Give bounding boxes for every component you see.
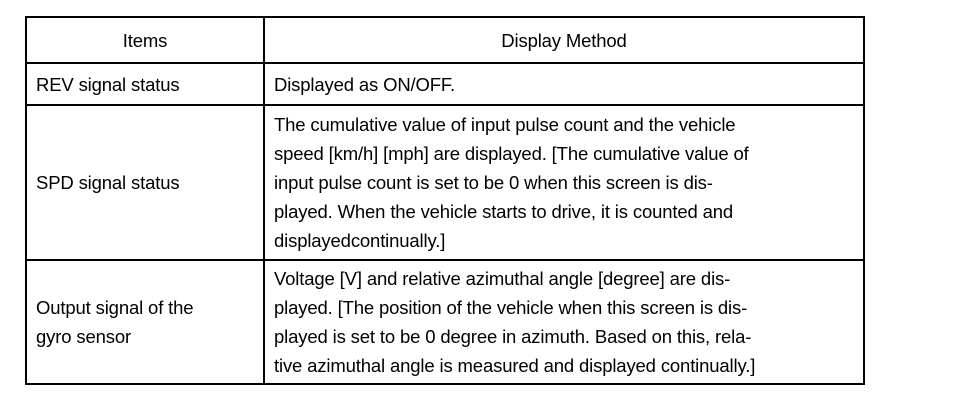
item-cell (26, 105, 264, 260)
item-text: gyro sensor (36, 326, 132, 347)
item-text: REV signal status (36, 73, 180, 95)
method-text: played. [The position of the vehicle when this screen is dis- (274, 297, 748, 318)
table-header-row (26, 17, 864, 63)
method-text: input pulse count is set to be 0 when this screen is dis- (274, 172, 713, 193)
method-text: played. When the vehicle starts to drive, it is counted and (274, 201, 734, 222)
item-cell (26, 260, 264, 384)
method-text: Voltage [V] and relative azimuthal angle [degree] are dis- (274, 268, 731, 289)
method-cell (264, 105, 864, 260)
method-text: displayedcontinually.] (274, 230, 446, 251)
method-text: The cumulative value of input pulse count and the vehicle (274, 114, 736, 135)
method-text: played is set to be 0 degree in azimuth. Based on this, rela- (274, 326, 752, 347)
item-cell (26, 63, 264, 105)
table-row (26, 63, 864, 105)
table-row (26, 105, 864, 260)
method-cell (264, 63, 864, 105)
method-text: tive azimuthal angle is measured and displayed continually.] (274, 355, 756, 376)
header-items: Items (26, 17, 264, 63)
header-display-method: Display Method (264, 17, 864, 63)
item-text: Output signal of the (36, 297, 194, 318)
item-text: SPD signal status (36, 172, 180, 193)
method-text: Displayed as ON/OFF. (274, 73, 456, 95)
display-method-table (25, 16, 865, 385)
method-text: speed [km/h] [mph] are displayed. [The cumulative value of (274, 143, 749, 164)
table-row (26, 260, 864, 384)
method-cell (264, 260, 864, 384)
